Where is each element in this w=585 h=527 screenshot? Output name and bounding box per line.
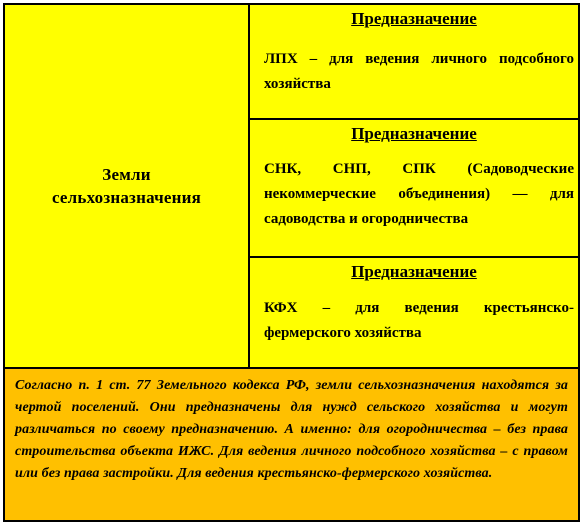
purpose-heading: Предназначение [351, 124, 477, 143]
category-title-line1: Земли [102, 165, 151, 184]
purpose-text: СНК, СНП, СПК (Садоводческие некоммерческие объединения) — для садоводства и огородничества [264, 161, 574, 227]
legal-note-cell [5, 367, 578, 520]
purpose-heading: Предназначение [351, 9, 477, 28]
purpose-heading: Предназначение [351, 262, 477, 281]
purpose-cell-lph [250, 5, 578, 120]
purpose-cell-kfh [250, 258, 578, 367]
category-cell [5, 5, 250, 367]
category-title-line2: сельхозназначения [51, 188, 202, 207]
purpose-cell-snt [250, 120, 578, 258]
purpose-text: ЛПХ – для ведения личного подсобного хозяйства [264, 51, 574, 92]
purposes-column [250, 5, 578, 367]
legal-note-text: Согласно п. 1 ст. 77 Земельного кодекса РФ, земли сельхозназначения находятся за чертой поселений. Они предназначены для нужд сельского хозяйства и могут различаться по своему предназначению. А именно: для огородничества – без права строительства объекта ИЖС. Для ведения личного подсобного хозяйства – с правом или без права застройки. Для ведения крестьянско-фермерского хозяйства. [15, 378, 568, 481]
category-title [17, 163, 237, 209]
land-purpose-table [3, 3, 580, 522]
purpose-text: КФХ – для ведения крестьянско-фермерского хозяйства [264, 300, 574, 341]
